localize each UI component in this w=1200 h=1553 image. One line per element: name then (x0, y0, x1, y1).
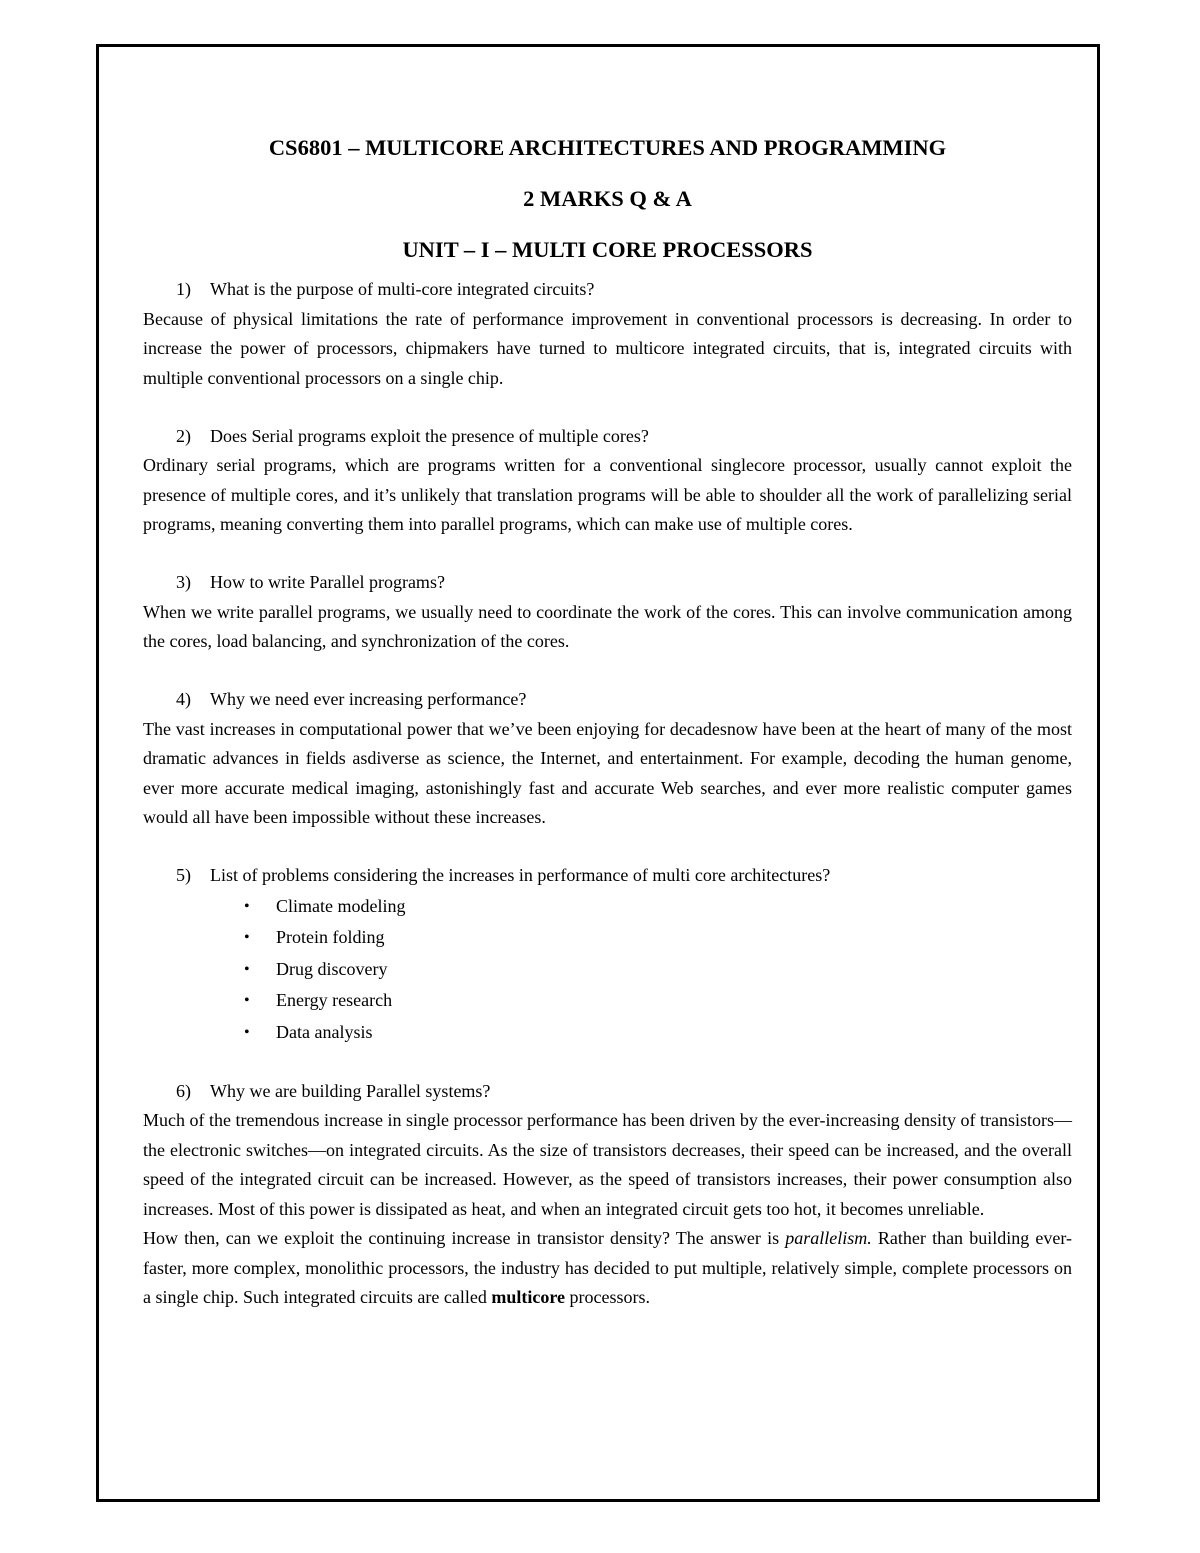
question-text: How to write Parallel programs? (210, 572, 445, 592)
qa-item-1 (143, 275, 1072, 393)
list-item (244, 1017, 1072, 1049)
bullet-icon: • (244, 1023, 250, 1041)
question-text: Does Serial programs exploit the presence of multiple cores? (210, 425, 649, 446)
answer-text: When we write parallel programs, we usually need to coordinate the work of the cores. This can involve communication among the cores, load balancing, and synchronization of the cores. (143, 601, 1072, 651)
bullet-icon: • (244, 960, 250, 978)
question-text: What is the purpose of multi-core integrated circuits? (210, 279, 595, 299)
question (143, 861, 1072, 891)
list-item (244, 922, 1072, 954)
question-text: Why we need ever increasing performance? (210, 689, 527, 709)
answer-segment: How then, can we exploit the continuing increase in transistor density? The answer is (143, 1228, 786, 1248)
answer-text-continued (143, 1224, 1072, 1313)
bullet-icon: • (244, 929, 250, 946)
list-item-text: Data analysis (276, 1021, 373, 1042)
question-text: List of problems considering the increases in performance of multi core architectures? (210, 865, 831, 885)
question-number: 3) (176, 572, 191, 592)
question-number: 5) (176, 865, 191, 885)
question-number: 4) (176, 689, 191, 709)
question-number: 2) (176, 425, 191, 446)
answer-text: The vast increases in computational power that we’ve been enjoying for decadesnow have been at the heart of many of the most dramatic advances in fields asdiverse as science, the Internet, and entertainment. For example, decoding the human genome, ever more accurate medical imaging, astonishingly fast and accurate Web searches, and ever more realistic computer games would all have been impossible without these increases. (143, 718, 1072, 827)
question-text: Why we are building Parallel systems? (210, 1080, 491, 1101)
question (143, 568, 1072, 598)
document-subtitle: 2 MARKS Q & A (523, 186, 692, 211)
list-item-text: Protein folding (276, 927, 385, 947)
bold-term: multicore (491, 1287, 566, 1307)
emphasized-term: parallelism. (785, 1228, 872, 1248)
qa-item-2 (143, 422, 1072, 540)
list-item (244, 985, 1072, 1017)
qa-item-6 (143, 1077, 1072, 1313)
question (143, 685, 1072, 715)
qa-item-5 (143, 861, 1072, 1048)
answer-text: Much of the tremendous increase in single processor performance has been driven by the ever-increasing density of transistors—the electronic switches—on integrated circuits. As the size of transistors decreases, their speed can be increased, and the overall speed of the integrated circuit can be increased. However, as the speed of transistors increases, their power consumption also increases. Most of this power is dissipated as heat, and when an integrated circuit gets too hot, it becomes unreliable. (143, 1110, 1072, 1219)
question (143, 275, 1072, 305)
unit-title: UNIT – I – MULTI CORE PROCESSORS (402, 237, 813, 262)
answer-segment: processors. (565, 1287, 651, 1307)
question-number: 6) (176, 1080, 191, 1101)
question (143, 422, 1072, 452)
list-item-text: Energy research (276, 990, 393, 1010)
list-item (244, 954, 1072, 986)
qa-item-4 (143, 685, 1072, 833)
list-item-text: Drug discovery (276, 958, 388, 979)
qa-item-3 (143, 568, 1072, 657)
answer-text: Ordinary serial programs, which are programs written for a conventional singlecore processor, usually cannot exploit the presence of multiple cores, and it’s unlikely that translation programs will be able to shoulder all the work of parallelizing serial programs, meaning converting them into parallel programs, which can make use of multiple cores. (143, 455, 1072, 534)
question-number: 1) (176, 279, 191, 299)
list-item-text: Climate modeling (276, 895, 406, 916)
answer-text: Because of physical limitations the rate of performance improvement in conventional processors is decreasing. In order to increase the power of processors, chipmakers have turned to multicore integrated circuits, that is, integrated circuits with multiple conventional processors on a single chip. (143, 308, 1072, 388)
bullet-icon: • (244, 897, 250, 915)
list-item (244, 891, 1072, 923)
problem-list (143, 891, 1072, 1049)
course-title: CS6801 – MULTICORE ARCHITECTURES AND PROGRAMMING (268, 135, 947, 160)
bullet-icon: • (244, 992, 250, 1009)
answer-segment: Rather than building ever-faster, more complex, monolithic processors, the industry has decided to put multiple, relatively simple, complete processors on a single chip. Such integrated circuits are called (143, 1228, 1072, 1307)
document-body (143, 126, 1072, 1341)
question (143, 1077, 1072, 1107)
